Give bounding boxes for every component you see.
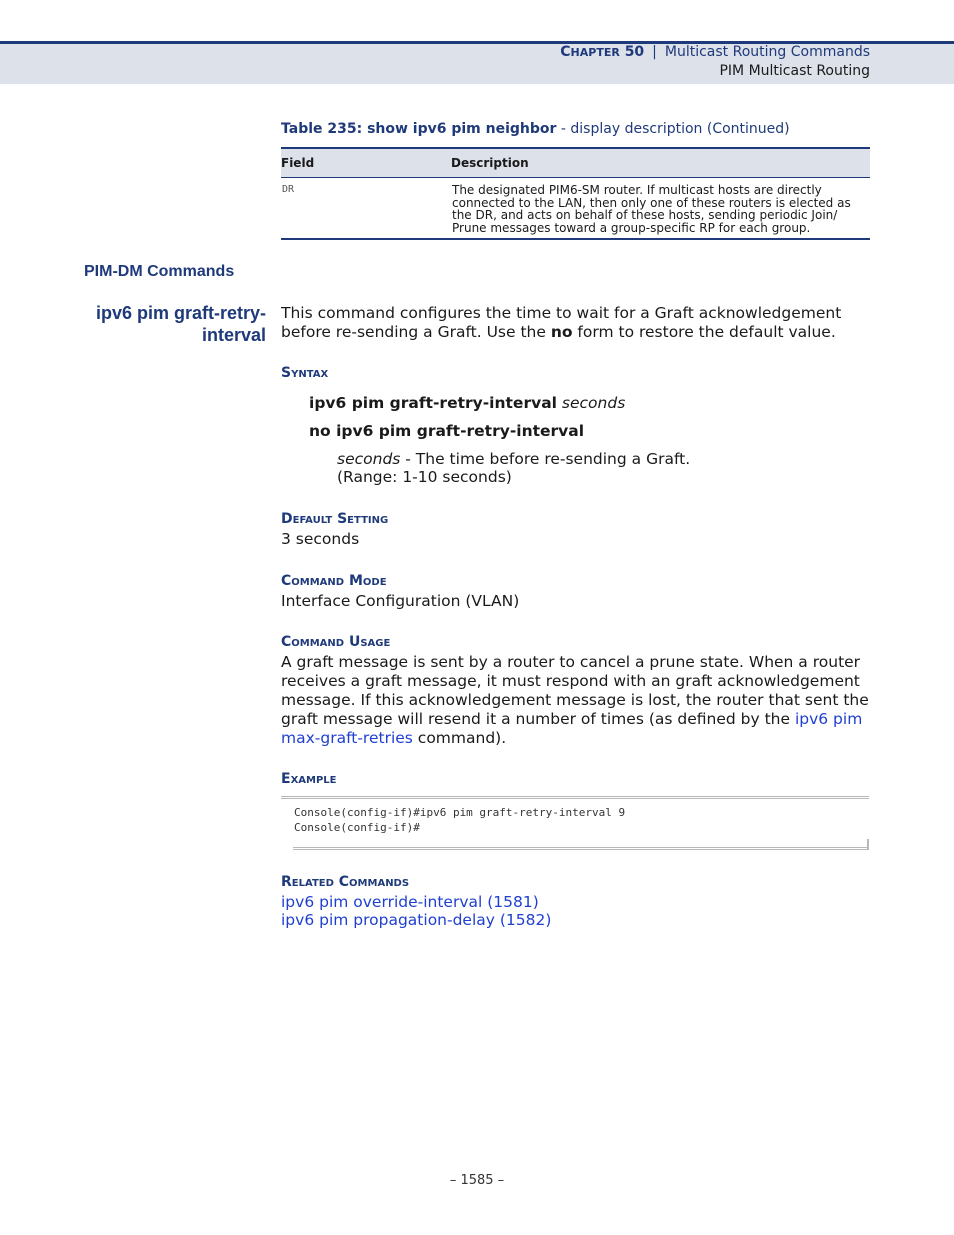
chapter-title: Multicast Routing Commands: [664, 44, 870, 60]
table-header-description: Description: [451, 148, 870, 178]
related-link-override-interval[interactable]: ipv6 pim override-interval (1581): [281, 893, 539, 911]
parameter-range: (Range: 1-10 seconds): [337, 468, 512, 486]
syntax-line-1: ipv6 pim graft-retry-interval seconds: [309, 394, 626, 412]
table-cell-description: The designated PIM6-SM router. If multicast hosts are directly connected to the LAN, then only one of these routers is elected as the DR, and acts on behalf of these hosts, sending periodic Join/ Prune messages toward a group-specific RP for each group.: [451, 178, 870, 240]
command-intro: This command configures the time to wait for a Graft acknowledgement before re-sending a Graft. Use the no form to restore the default value.: [281, 304, 842, 341]
syntax-heading: Syntax: [281, 365, 329, 381]
default-setting-heading: Default Setting: [281, 511, 389, 527]
related-commands-heading: Related Commands: [281, 874, 410, 890]
table-caption: Table 235: show ipv6 pim neighbor - display description (Continued): [281, 121, 790, 137]
code-line: Console(config-if)#ipv6 pim graft-retry-interval 9: [294, 806, 626, 819]
command-usage-text: A graft message is sent by a router to cancel a prune state. When a router receives a graft message, it must respond with an graft acknowledgement message. If this acknowledgement message is lost, the router that sent the graft message will resend it a number of times (as defined by the ipv6 pim max-graft-retries command).: [281, 653, 869, 747]
related-link-propagation-delay[interactable]: ipv6 pim propagation-delay (1582): [281, 911, 552, 929]
syntax-line-2: no ipv6 pim graft-retry-interval: [309, 422, 585, 440]
command-mode-value: Interface Configuration (VLAN): [281, 592, 520, 610]
description-table: [281, 147, 870, 240]
table-row: [281, 178, 870, 240]
command-title: ipv6 pim graft-retry- interval: [95, 303, 266, 345]
header-separator: |: [652, 44, 657, 60]
table-header-field: Field: [281, 148, 451, 178]
parameter-description: seconds - The time before re-sending a Graft.: [337, 450, 691, 468]
running-header-chapter: [560, 44, 870, 60]
max-graft-retries-link[interactable]: ipv6 pim max-graft-retries: [281, 710, 863, 747]
default-setting-value: 3 seconds: [281, 530, 360, 548]
running-header-section: PIM Multicast Routing: [719, 63, 870, 79]
command-usage-heading: Command Usage: [281, 634, 391, 650]
section-heading: PIM-DM Commands: [84, 263, 235, 280]
example-heading: Example: [281, 771, 337, 787]
chapter-label: CHAPTER 50: [560, 44, 645, 60]
code-line: Console(config-if)#: [294, 821, 420, 834]
page-number: – 1585 –: [449, 1173, 505, 1188]
command-mode-heading: Command Mode: [281, 573, 387, 589]
table-cell-field: DR: [281, 178, 451, 240]
